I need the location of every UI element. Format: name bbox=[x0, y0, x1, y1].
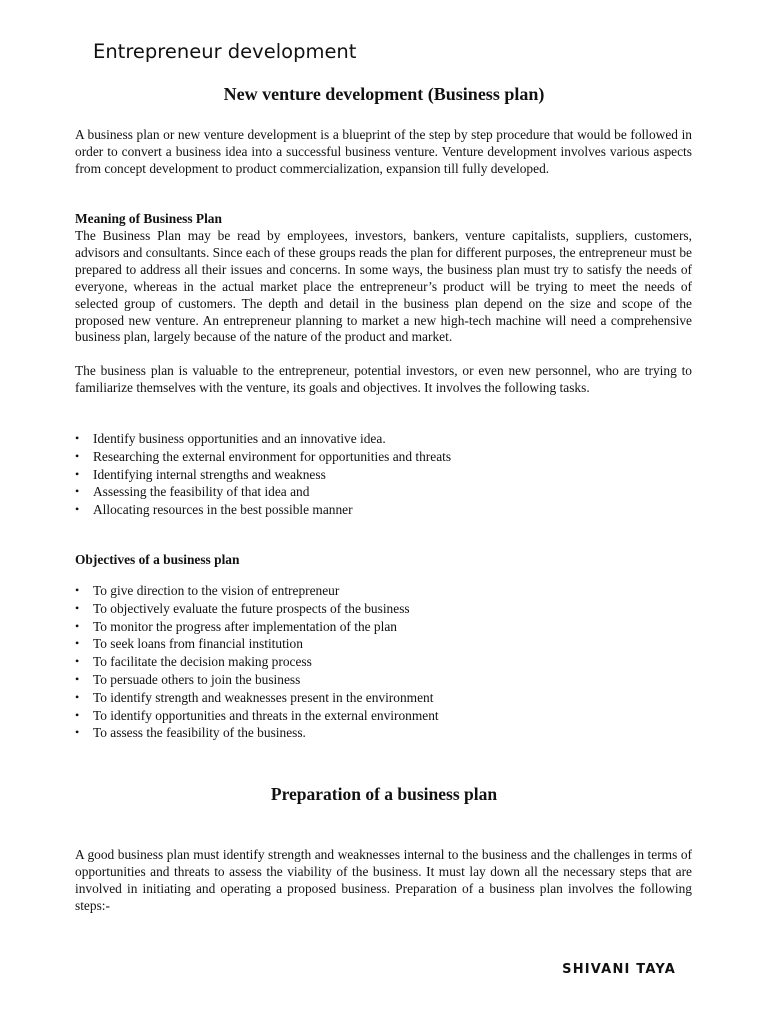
bullet-icon: • bbox=[75, 448, 80, 463]
bullet-icon: • bbox=[75, 484, 80, 499]
bullet-icon: • bbox=[75, 600, 80, 615]
list-item-text: To identify opportunities and threats in the external environment bbox=[93, 707, 439, 723]
list-item-text: To persuade others to join the business bbox=[93, 671, 301, 687]
list-item-text: Assessing the feasibility of that idea and bbox=[93, 484, 310, 500]
bullet-icon: • bbox=[75, 671, 80, 686]
bullet-icon: • bbox=[75, 654, 80, 669]
author-name: SHIVANI TAYA bbox=[562, 962, 676, 977]
list-item bbox=[75, 653, 439, 671]
meaning-paragraph-1: The Business Plan may be read by employees, investors, bankers, venture capitalists, suppliers, customers, advisors and consultants. Since each of these groups reads the plan for different purposes, the entrepreneur must be prepared to address all their issues and concerns. In some ways, the business plan must try to satisfy the needs of everyone, whereas in the actual market place the entrepreneur’s product will be trying to meet the needs of selected group of customers. The depth and detail in the business plan depend on the size and scope of the proposed new venture. An entrepreneur planning to market a new high-tech machine will need a comprehensive business plan, largely because of the nature of the product and market. bbox=[75, 228, 692, 345]
list-item-text: To facilitate the decision making process bbox=[93, 654, 312, 670]
list-item-text: To identify strength and weaknesses present in the environment bbox=[93, 689, 434, 705]
list-item bbox=[75, 501, 451, 519]
bullet-icon: • bbox=[75, 466, 80, 481]
list-item bbox=[75, 483, 451, 501]
list-item bbox=[75, 466, 451, 484]
list-item bbox=[75, 448, 451, 466]
list-item bbox=[75, 600, 439, 618]
list-item-text: Identify business opportunities and an innovative idea. bbox=[93, 431, 386, 446]
list-item bbox=[75, 671, 439, 689]
list-item-text: Identifying internal strengths and weakness bbox=[93, 466, 326, 482]
list-item-text: To seek loans from financial institution bbox=[93, 636, 303, 652]
list-item bbox=[75, 689, 439, 707]
list-item-text: To give direction to the vision of entrepreneur bbox=[93, 583, 340, 598]
bullet-icon: • bbox=[75, 583, 80, 597]
bullet-icon: • bbox=[75, 618, 80, 633]
list-item-text: To monitor the progress after implementation of the plan bbox=[93, 618, 397, 634]
list-item bbox=[75, 724, 439, 742]
bullet-icon: • bbox=[75, 707, 80, 722]
list-item bbox=[75, 707, 439, 725]
meaning-paragraph-2: The business plan is valuable to the entrepreneur, potential investors, or even new personnel, who are trying to familiarize themselves with the venture, its goals and objectives. It involves the following tasks. bbox=[75, 363, 692, 395]
main-heading: New venture development (Business plan) bbox=[223, 84, 545, 104]
header-title: Entrepreneur development bbox=[93, 40, 357, 63]
list-item-text: Researching the external environment for opportunities and threats bbox=[93, 448, 452, 464]
objectives-heading: Objectives of a business plan bbox=[75, 552, 240, 567]
preparation-paragraph: A good business plan must identify strength and weaknesses internal to the business and the challenges in terms of opportunities and threats to assess the viability of the business. It must lay down all the necessary steps that are involved in initiating and operating a proposed business. Preparation of a business plan involves the following steps:- bbox=[75, 847, 692, 913]
meaning-heading: Meaning of Business Plan bbox=[75, 211, 222, 226]
tasks-list bbox=[75, 430, 451, 519]
bullet-icon: • bbox=[75, 725, 80, 740]
list-item bbox=[75, 582, 439, 600]
bullet-icon: • bbox=[75, 431, 80, 445]
list-item-text: Allocating resources in the best possible manner bbox=[93, 502, 353, 518]
list-item bbox=[75, 635, 439, 653]
bullet-icon: • bbox=[75, 689, 80, 704]
bullet-icon: • bbox=[75, 636, 80, 651]
list-item-text: To objectively evaluate the future prospects of the business bbox=[93, 600, 410, 616]
list-item-text: To assess the feasibility of the business. bbox=[93, 725, 306, 741]
list-item bbox=[75, 618, 439, 636]
objectives-list bbox=[75, 582, 439, 742]
bullet-icon: • bbox=[75, 502, 80, 517]
intro-paragraph: A business plan or new venture development is a blueprint of the step by step procedure that would be followed in order to convert a business idea into a successful business venture. Venture development involves various aspects from concept development to product commercialization, expansion till fully developed. bbox=[75, 127, 692, 176]
preparation-heading: Preparation of a business plan bbox=[270, 784, 498, 804]
list-item bbox=[75, 430, 451, 448]
